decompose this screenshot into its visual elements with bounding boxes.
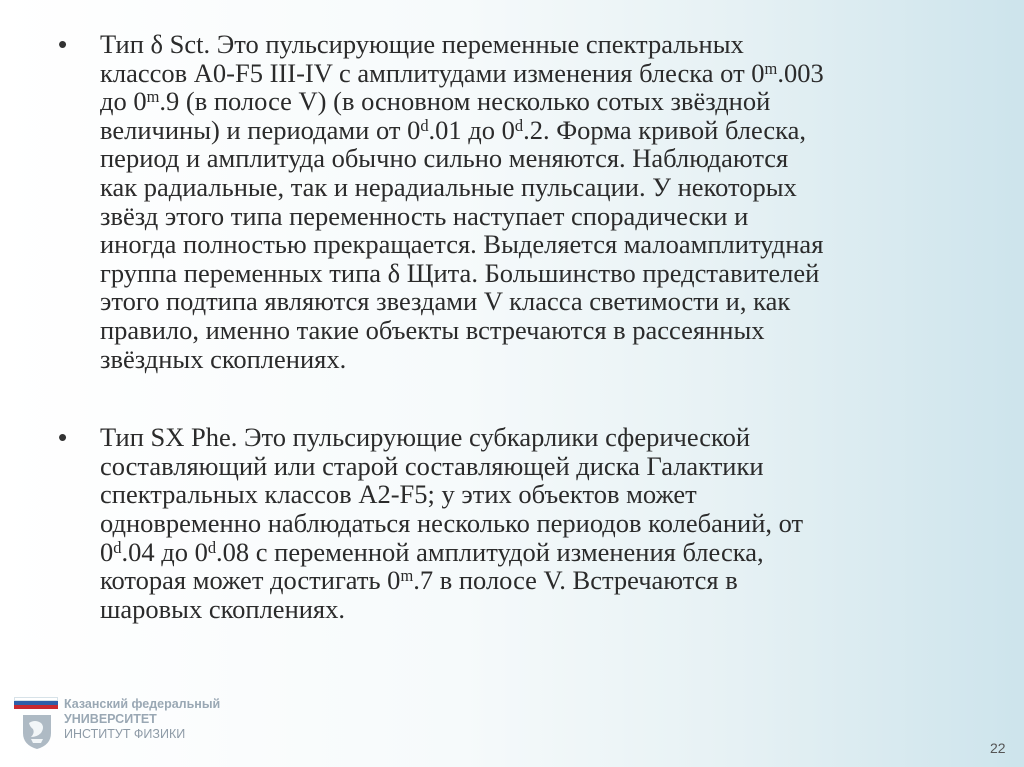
superscript: m bbox=[146, 86, 160, 106]
page-number: 22 bbox=[990, 740, 1006, 756]
bullet-text bbox=[100, 30, 958, 373]
text-run: группа переменных типа δ Щита. Большинство представителей bbox=[100, 257, 820, 288]
bullet-marker: • bbox=[58, 29, 68, 59]
text-run: .01 до 0 bbox=[428, 114, 515, 145]
text-run: .04 до 0 bbox=[121, 536, 208, 567]
text-line bbox=[100, 173, 958, 202]
text-line bbox=[100, 345, 958, 374]
text-line bbox=[100, 452, 958, 481]
text-run: Тип SX Phe. Это пульсирующие субкарлики сферической bbox=[100, 422, 751, 453]
superscript: d bbox=[113, 537, 122, 557]
bullet-marker: • bbox=[58, 422, 68, 453]
text-run: .9 (в полосе V) (в основном несколько сотых звёздной bbox=[159, 86, 771, 117]
flag-stripe-red bbox=[14, 705, 58, 709]
text-run: .003 bbox=[777, 57, 824, 88]
text-run: составляющий или старой составляющей диска Галактики bbox=[100, 450, 764, 481]
text-run: звёздных скоплениях. bbox=[100, 343, 347, 374]
text-line bbox=[100, 316, 958, 345]
text-run: классов A0-F5 III-IV с амплитудами изменения блеска от 0 bbox=[100, 57, 765, 88]
text-line bbox=[100, 30, 958, 59]
text-run: .7 в полосе V. Встречаются в bbox=[413, 565, 738, 596]
university-name bbox=[64, 697, 220, 742]
text-line bbox=[100, 259, 958, 288]
text-line bbox=[100, 116, 958, 145]
text-line bbox=[100, 509, 958, 538]
text-line bbox=[100, 423, 958, 452]
text-run: иногда полностью прекращается. Выделяется малоамплитудная bbox=[100, 229, 824, 260]
text-run: звёзд этого типа переменность наступает спорадически и bbox=[100, 200, 749, 231]
text-line bbox=[100, 595, 958, 624]
text-line bbox=[100, 87, 958, 116]
bullet-item-delta-sct bbox=[58, 30, 958, 373]
superscript: d bbox=[207, 537, 217, 557]
text-run: правило, именно такие объекты встречаются в рассеянных bbox=[100, 314, 765, 345]
text-line bbox=[100, 59, 958, 88]
bullet-item-sx-phe bbox=[58, 423, 958, 623]
text-run: Тип δ Sct. Это пульсирующие переменные спектральных bbox=[100, 29, 744, 59]
superscript: m bbox=[764, 58, 778, 78]
text-run: .2. Форма кривой блеска, bbox=[523, 114, 807, 145]
text-run: .08 с переменной амплитудой изменения блеска, bbox=[216, 536, 764, 567]
text-run: величины) и периодами от 0 bbox=[100, 114, 421, 145]
text-run: 0 bbox=[100, 536, 114, 567]
kfu-crest-icon bbox=[17, 711, 57, 751]
text-line bbox=[100, 538, 958, 567]
text-run: период и амплитуда обычно сильно меняются. Наблюдаются bbox=[100, 143, 789, 174]
text-line bbox=[100, 202, 958, 231]
text-run: которая может достигать 0 bbox=[100, 565, 401, 596]
text-run: одновременно наблюдаться несколько периодов колебаний, от bbox=[100, 507, 804, 538]
text-line bbox=[100, 480, 958, 509]
university-logo bbox=[14, 697, 224, 753]
superscript: d bbox=[514, 115, 524, 135]
text-line bbox=[100, 230, 958, 259]
text-line bbox=[100, 144, 958, 173]
bullet-list bbox=[58, 30, 958, 623]
bullet-text bbox=[100, 423, 958, 623]
text-run: шаровых скоплениях. bbox=[100, 593, 345, 624]
superscript: m bbox=[400, 565, 414, 585]
university-name-line1: Казанский федеральный bbox=[64, 697, 221, 711]
text-run: спектральных классов A2-F5; у этих объектов может bbox=[100, 479, 697, 510]
superscript: d bbox=[420, 115, 429, 135]
text-run: до 0 bbox=[100, 86, 147, 117]
text-run: как радиальные, так и нерадиальные пульсации. У некоторых bbox=[100, 171, 797, 202]
text-line bbox=[100, 287, 958, 316]
text-run: этого подтипа являются звездами V класса светимости и, как bbox=[100, 286, 791, 317]
text-line bbox=[100, 566, 958, 595]
university-name-line2: УНИВЕРСИТЕТ bbox=[64, 712, 157, 726]
institute-name: ИНСТИТУТ ФИЗИКИ bbox=[64, 727, 186, 741]
